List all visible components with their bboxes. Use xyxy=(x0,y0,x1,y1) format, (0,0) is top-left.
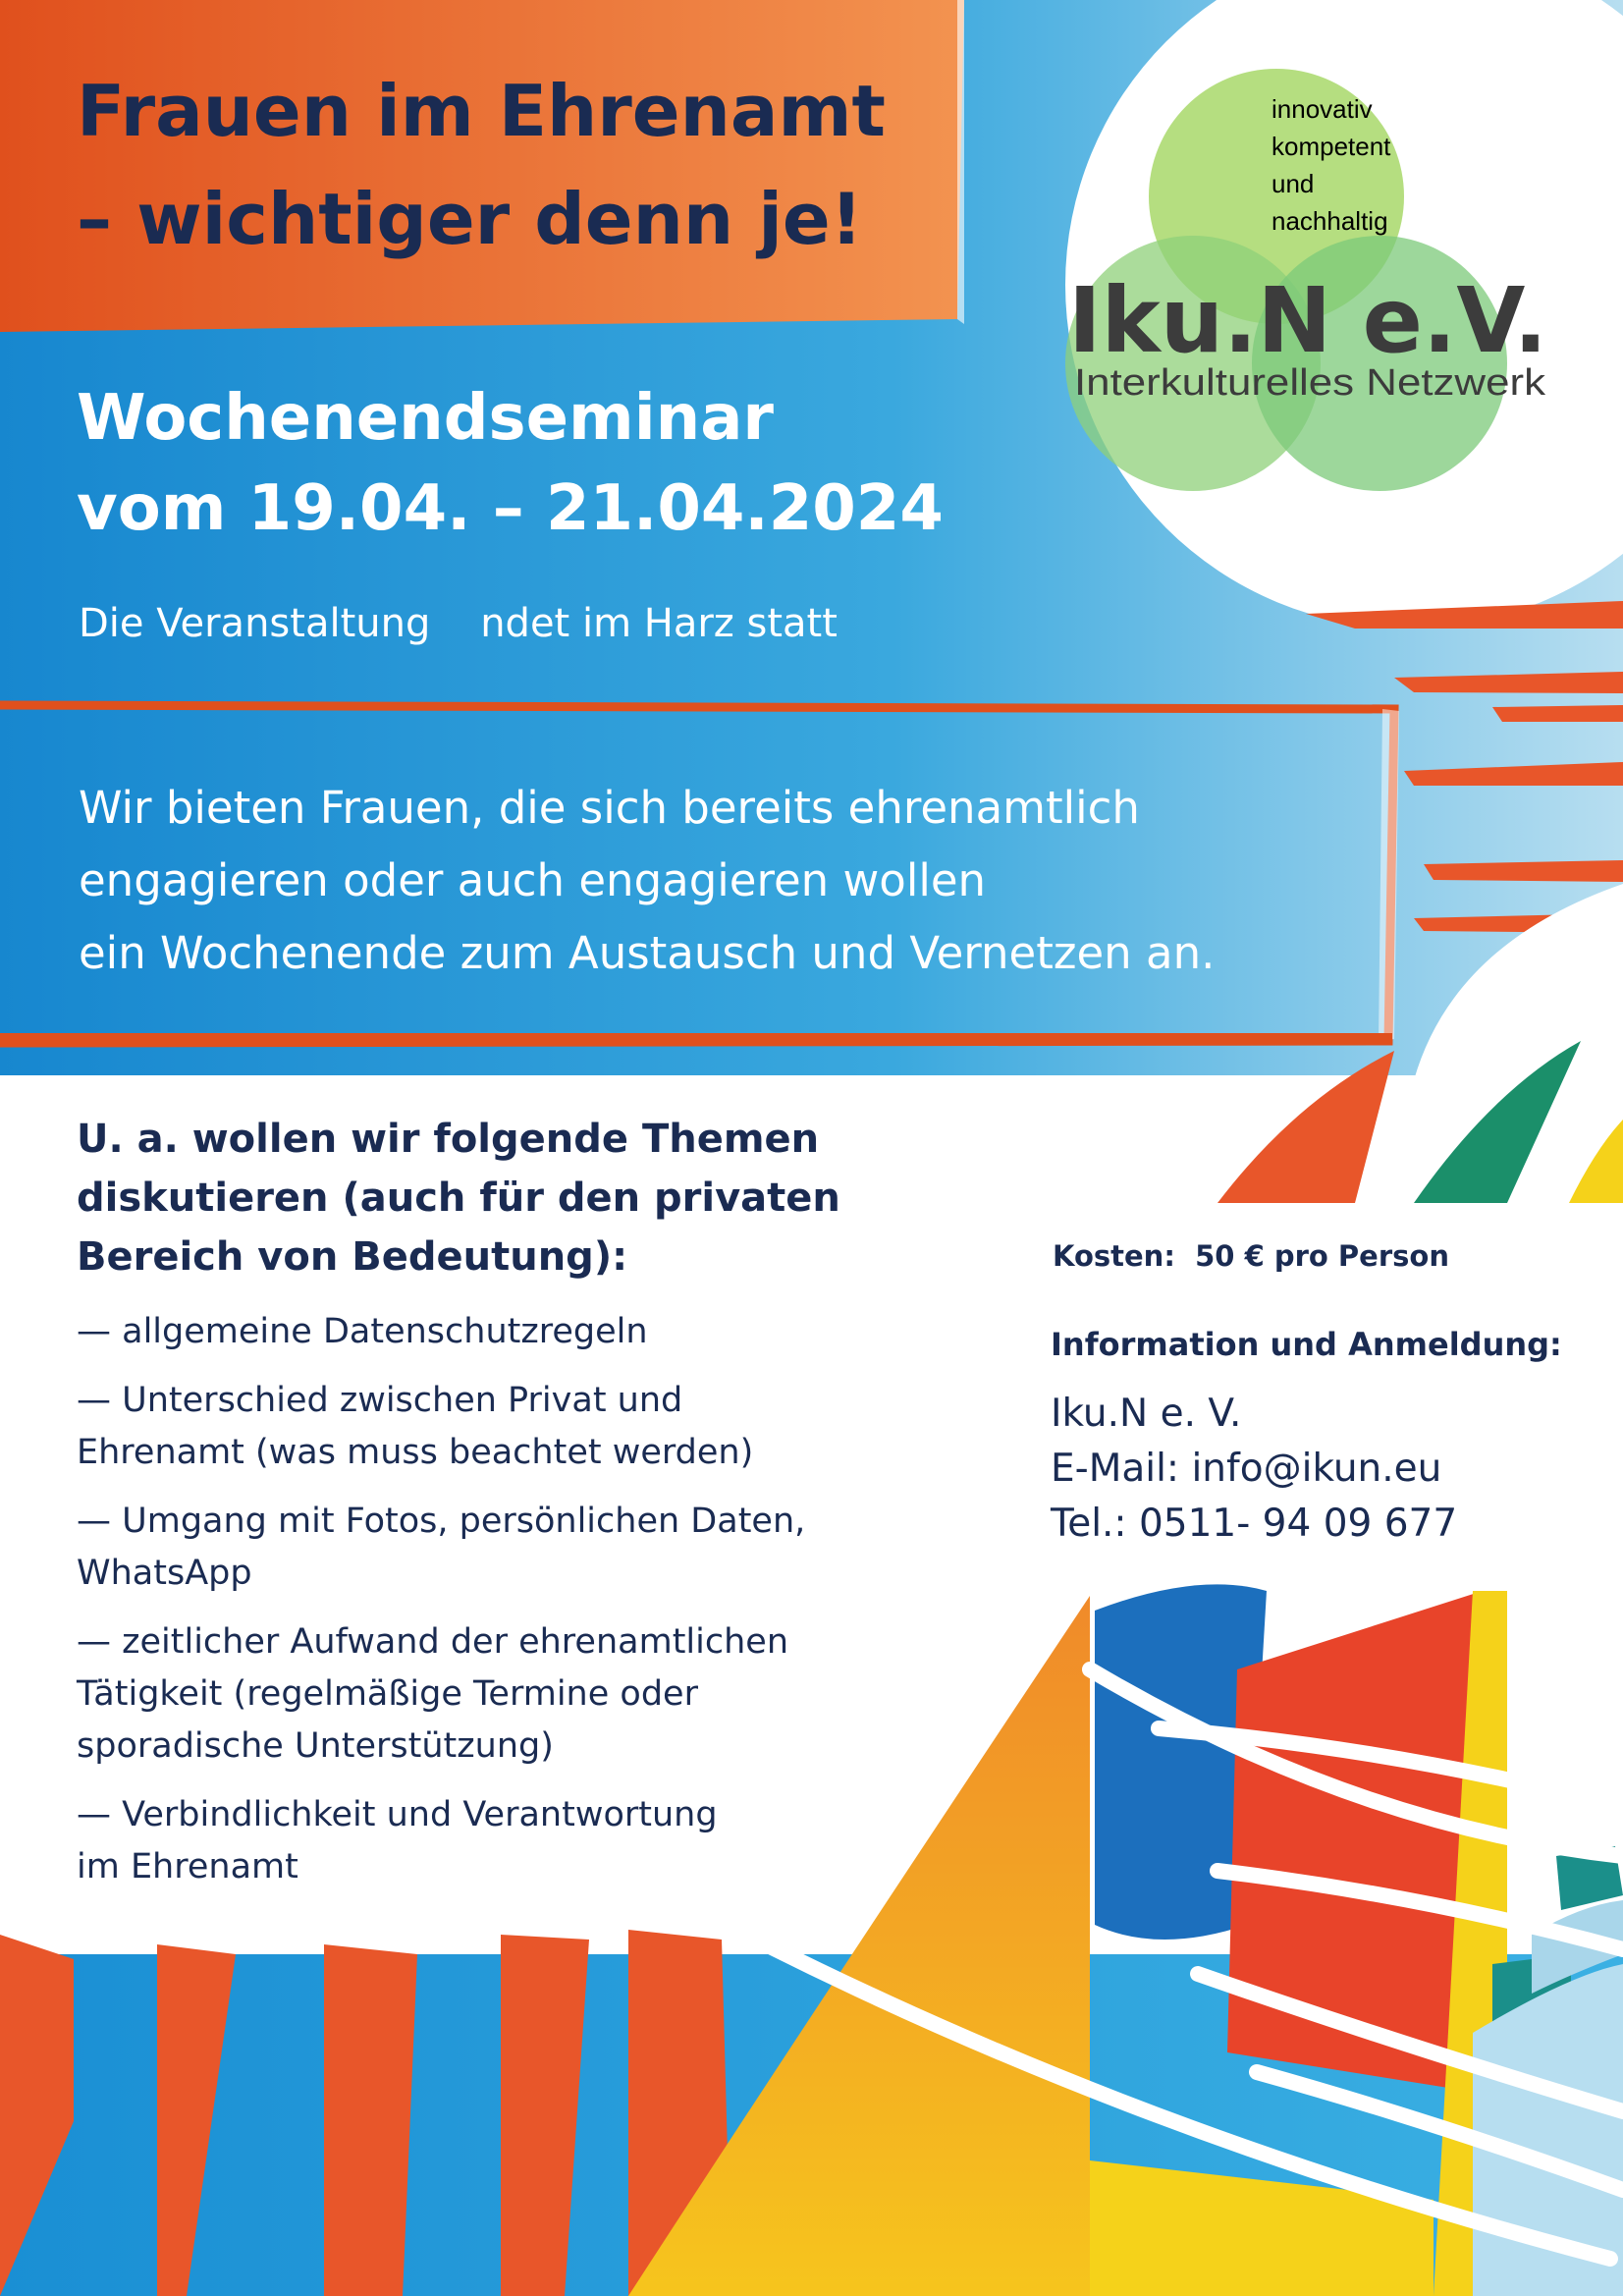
title-line-1: Frauen im Ehrenamt xyxy=(77,70,886,152)
venue-text: Die Veranstaltung ndet im Harz statt xyxy=(79,601,838,646)
topics-heading-line-1: U. a. wollen wir folgende Themen xyxy=(77,1117,820,1162)
offer-line-1: Wir bieten Frauen, die sich bereits ehrenamtlich xyxy=(79,782,1140,834)
info-heading: Information und Anmeldung: xyxy=(1051,1326,1562,1363)
topics-heading-line-2: diskutieren (auch für den privaten xyxy=(77,1175,840,1221)
seminar-heading xyxy=(77,373,944,554)
offer-line-2: engagieren oder auch engagieren wollen xyxy=(79,854,987,906)
offer-line-3: ein Wochenende zum Austausch und Vernetzen an. xyxy=(79,927,1216,979)
list-item: — allgemeine Datenschutzregeln xyxy=(77,1312,648,1351)
list-item: — Verbindlichkeit und Verantwortung im Ehrenamt xyxy=(77,1795,718,1886)
contact-email[interactable]: E-Mail: info@ikun.eu xyxy=(1051,1447,1442,1491)
page-title xyxy=(77,57,960,273)
logo-tag-4: nachhaltig xyxy=(1271,206,1388,236)
title-line-2: – wichtiger denn je! xyxy=(77,178,863,260)
topics-heading-line-3: Bereich von Bedeutung): xyxy=(77,1234,628,1280)
contact-phone[interactable]: Tel.: 0511- 94 09 677 xyxy=(1051,1502,1458,1546)
offer-text xyxy=(79,772,1384,990)
list-item: — Unterschied zwischen Privat und Ehrenamt (was muss beachtet werden) xyxy=(77,1381,754,1472)
seminar-line-1: Wochenendseminar xyxy=(77,382,774,455)
logo-tag-3: und xyxy=(1271,169,1315,198)
logo-name: Iku.N e.V. xyxy=(1068,268,1547,373)
contact-block xyxy=(1051,1387,1457,1552)
logo-tag-2: kompetent xyxy=(1271,132,1391,161)
list-item: — Umgang mit Fotos, persönlichen Daten, WhatsApp xyxy=(77,1502,806,1593)
list-item: — zeitlicher Aufwand der ehrenamtlichen Tätigkeit (regelmäßige Termine oder sporadische Unterstützung) xyxy=(77,1622,789,1766)
costs-text: Kosten: 50 € pro Person xyxy=(1053,1239,1449,1273)
logo-tag-1: innovativ xyxy=(1271,94,1373,124)
contact-org: Iku.N e. V. xyxy=(1051,1392,1242,1436)
logo-subtitle: Interkulturelles Netzwerk xyxy=(1074,362,1547,404)
topics-heading xyxy=(77,1110,882,1286)
topics-list xyxy=(77,1306,901,1910)
iku-n-logo xyxy=(1051,69,1561,491)
seminar-dates: vom 19.04. – 21.04.2024 xyxy=(77,472,944,545)
